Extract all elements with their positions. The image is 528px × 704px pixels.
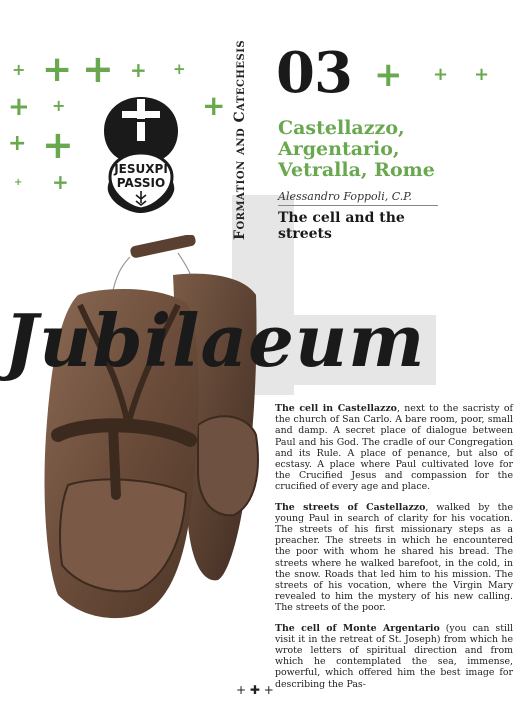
plus-icon: + [8,92,30,122]
plus-icon: + [8,131,27,156]
article-title: The cell and the streets [278,210,405,242]
divider [278,205,438,206]
plus-icon: + [52,96,66,115]
section-label: Formation and Catechesis [232,39,248,240]
plus-icon: + [173,60,186,78]
paragraph [275,403,513,493]
article-subtitle: Castellazzo, Argentario, Vetralla, Rome [278,117,435,181]
article-body [275,403,513,699]
emblem-line2: PASSIO [116,176,166,190]
passionist-emblem [100,85,182,215]
paragraph [275,502,513,614]
paragraph-text: (you can still visit it in the retreat of St. Joseph) from which he wrote letters of spiritual direction and from which he contemplated the sea, immense, powerful, which offered him the best image for describing the Pas- [275,622,513,690]
paragraph [275,623,513,690]
plus-icon: + [82,47,114,91]
sandals-image [18,235,268,625]
plus-icon: + [12,60,26,79]
plus-icon: + [52,170,69,194]
paragraph-lead: The cell in Castellazzo [275,403,397,414]
plus-icon: + [433,64,449,85]
paragraph-lead: The cell of Monte Argentario [275,622,440,634]
paragraph-text: , next to the sacristy of the church of San Carlo. A bare room, poor, small and damp. A secret place of dialogue between Paul and his God. The cradle of our Congregation and its Rule. A place of penance, but also of ecstasy. A place where Paul cultivated love for the Crucified Jesus and compassion for the crucified of every age and place. [275,403,514,493]
plus-icon: + [202,89,226,122]
plus-icon: + [42,123,74,167]
plus-icon: + [374,55,403,95]
footer-crosses: + ✚ + [236,683,274,697]
paragraph-text: , walked by the young Paul in search of clarity for his vocation. The streets of his first missionary steps as a preacher. The streets in which he encountered the poor with whom he shared his bread. The streets where he walked barefoot, in the cold, in the snow. Roads that led him to his mission. The streets of his vocation, where the Virgin Mary revealed to him the mystery of his new calling. The streets of the poor. [275,501,513,614]
plus-icon: + [130,58,147,82]
author: Alessandro Foppoli, C.P. [278,190,412,203]
plus-icon: + [14,177,23,188]
plus-icon: + [42,49,73,90]
hero-word: Jubilaeum [4,298,426,383]
emblem-line1: JESUXPI [114,162,168,176]
issue-number: 03 [276,40,352,106]
paragraph-lead: The streets of Castellazzo [275,501,426,513]
plus-icon: + [474,64,490,85]
